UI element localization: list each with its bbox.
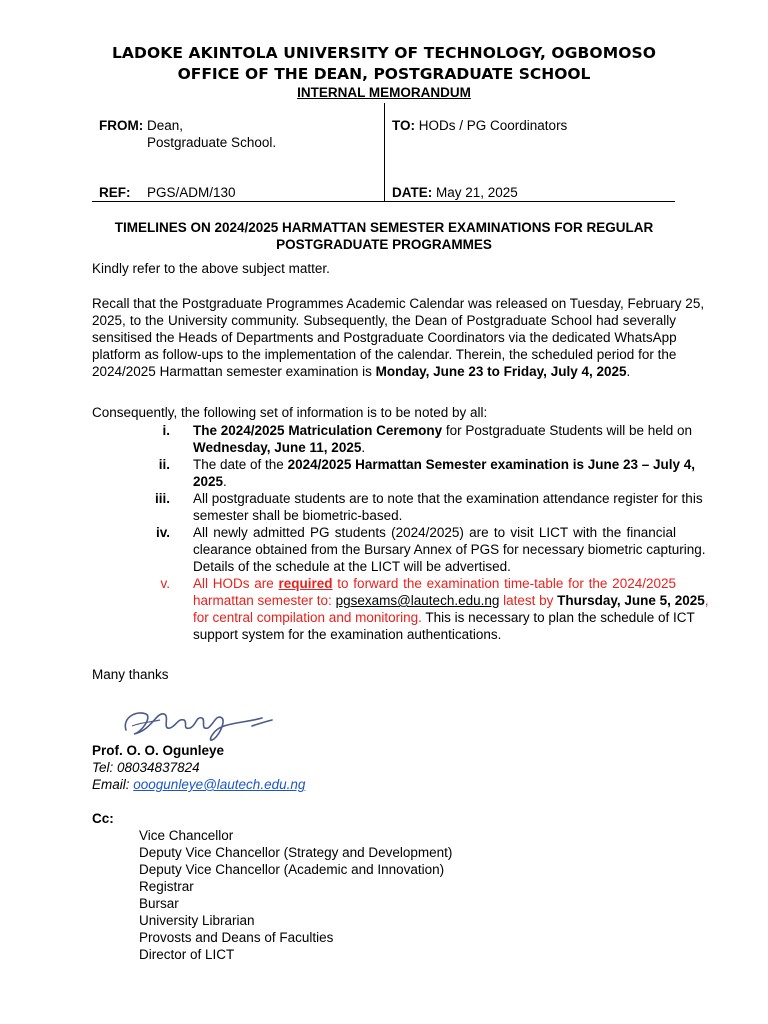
recall-line: 2024/2025 Harmattan semester examination is Monday, June 23 to Friday, July 4, 2025. (92, 364, 631, 379)
from-line1: Dean, (147, 118, 184, 133)
memo-divider-vertical (384, 103, 385, 201)
cc-recipient: Registrar (139, 879, 194, 894)
signatory-email-link[interactable]: ooogunleye@lautech.edu.ng (133, 777, 306, 792)
cc-recipient: University Librarian (139, 913, 255, 928)
item-line: for central compilation and monitoring. This is necessary to plan the schedule of ICT (193, 610, 695, 625)
subject-line2: POSTGRADUATE PROGRAMMES (276, 237, 492, 252)
item-line: All HODs are required to forward the examination time-table for the 2024/2025 (193, 576, 676, 591)
signatory-email: Email: ooogunleye@lautech.edu.ng (92, 777, 306, 792)
to-field (392, 118, 567, 133)
item-number: v. (160, 576, 170, 591)
from-field (99, 118, 183, 133)
cc-recipient: Bursar (139, 896, 179, 911)
item-number: ii. (158, 457, 170, 472)
cc-label: Cc: (92, 811, 114, 826)
exams-email-link[interactable]: pgsexams@lautech.edu.ng (335, 593, 500, 608)
item-line: Wednesday, June 11, 2025. (193, 440, 366, 455)
item-line: The 2024/2025 Matriculation Ceremony for Postgraduate Students will be held on (193, 423, 693, 438)
recall-line: 2025, to the University community. Subsequently, the Dean of Postgraduate School had severally (92, 313, 676, 328)
university-name: LADOKE AKINTOLA UNIVERSITY OF TECHNOLOGY, OGBOMOSO (111, 44, 657, 62)
to-value: HODs / PG Coordinators (418, 118, 568, 133)
item-line: All postgraduate students are to note that the examination attendance register for this (193, 491, 703, 506)
intro-text: Kindly refer to the above subject matter. (92, 261, 330, 276)
item-number: iii. (154, 491, 170, 506)
memo-type: INTERNAL MEMORANDUM (297, 85, 471, 100)
recall-paragraph (92, 295, 705, 380)
cc-recipient: Deputy Vice Chancellor (Strategy and Development) (139, 845, 453, 860)
item-line: support system for the examination authentications. (193, 627, 502, 642)
cc-recipient: Provosts and Deans of Faculties (139, 930, 334, 945)
ref-label: REF: (99, 185, 131, 200)
recall-line: Recall that the Postgraduate Programmes Academic Calendar was released on Tuesday, February 25, (92, 296, 705, 311)
signatory-tel: Tel: 08034837824 (92, 760, 200, 775)
closing-thanks: Many thanks (92, 667, 169, 682)
to-label: TO: (392, 118, 415, 133)
item-line: All newly admitted PG students (2024/2025) are to visit LICT with the financial (193, 525, 676, 540)
cc-recipient-list (139, 827, 452, 963)
item-line: 2025. (193, 474, 227, 489)
date-field (392, 185, 518, 200)
item-number: i. (162, 423, 170, 438)
subject-line1: TIMELINES ON 2024/2025 HARMATTAN SEMESTER EXAMINATIONS FOR REGULAR (114, 220, 654, 235)
memo-divider-horizontal (92, 201, 675, 202)
item-line: semester shall be biometric-based. (193, 508, 403, 523)
item-number: iv. (155, 525, 170, 540)
date-value: May 21, 2025 (436, 185, 518, 200)
ref-value: PGS/ADM/130 (147, 185, 236, 200)
item-line: harmattan semester to: pgsexams@lautech.edu.ng latest by Thursday, June 5, 2025, (193, 593, 709, 608)
recall-line: sensitised the Heads of Departments and Postgraduate Coordinators via the dedicated WhatsApp (92, 330, 677, 345)
item-line: The date of the 2024/2025 Harmattan Semester examination is June 23 – July 4, (193, 457, 696, 472)
consequently-text: Consequently, the following set of information is to be noted by all: (92, 405, 488, 420)
item-line: clearance obtained from the Bursary Annex of PGS for necessary biometric capturing. (193, 542, 706, 557)
signature-image (112, 700, 282, 746)
cc-recipient: Deputy Vice Chancellor (Academic and Innovation) (139, 862, 445, 877)
cc-recipient: Vice Chancellor (139, 828, 234, 843)
item-line: Details of the schedule at the LICT will be advertised. (193, 559, 511, 574)
date-label: DATE: (392, 185, 433, 200)
from-line2: Postgraduate School. (147, 135, 277, 150)
cc-recipient: Director of LICT (139, 947, 235, 962)
recall-line: platform as follow-ups to the implementation of the calendar. Therein, the scheduled period for the (92, 347, 677, 362)
from-label: FROM: (99, 118, 144, 133)
office-name: OFFICE OF THE DEAN, POSTGRADUATE SCHOOL (177, 65, 591, 83)
signatory-name: Prof. O. O. Ogunleye (92, 743, 225, 758)
